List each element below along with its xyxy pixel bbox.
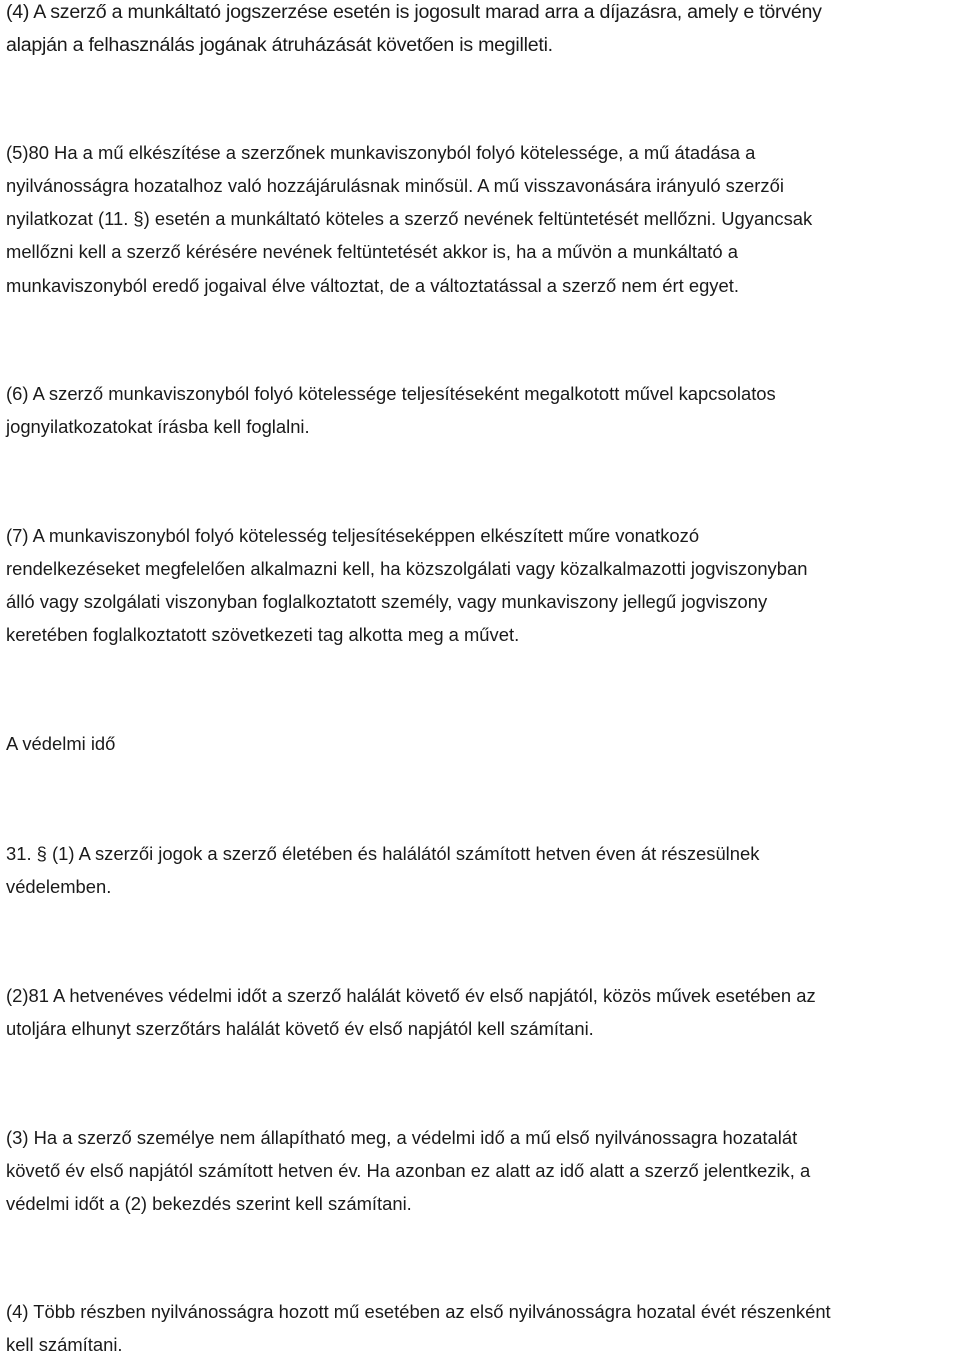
paragraph-4-line-1: (4) A szerző a munkáltató jogszerzése esetén is jogosult marad arra a díjazásra, amely e törvény <box>6 1 822 23</box>
paragraph-4-line-2: alapján a felhasználás jogának átruházását követően is megilleti. <box>6 34 553 56</box>
paragraph-31-2-line-2: utoljára elhunyt szerzőtárs halálát követő év első napjától kell számítani. <box>6 1018 594 1039</box>
paragraph-5-line-4: mellőzni kell a szerző kérésére nevének feltüntetését akkor is, ha a művön a munkáltató a <box>6 241 738 262</box>
paragraph-5-line-3: nyilatkozat (11. §) esetén a munkáltató köteles a szerző nevének feltüntetését mellőzni. Ugyancsak <box>6 208 813 229</box>
paragraph-31-2-line-1: (2)81 A hetvenéves védelmi időt a szerző halálát követő év első napjától, közös művek esetében az <box>6 985 816 1006</box>
paragraph-7-line-1: (7) A munkaviszonyból folyó kötelesség teljesítéseképpen elkészített műre vonatkozó <box>6 525 700 546</box>
paragraph-7-line-3: álló vagy szolgálati viszonyban foglalkoztatott személy, vagy munkaviszony jellegű jogviszony <box>6 591 768 612</box>
paragraph-5-line-5: munkaviszonyból eredő jogaival élve változtat, de a változtatással a szerző nem ért egyet. <box>6 275 739 296</box>
paragraph-31-4-line-2: kell számítani. <box>6 1334 123 1355</box>
paragraph-5-line-1: (5)80 Ha a mű elkészítése a szerzőnek munkaviszonyból folyó kötelessége, a mű átadása a <box>6 142 756 163</box>
paragraph-6-line-1: (6) A szerző munkaviszonyból folyó kötelessége teljesítéseként megalkotott művel kapcsolatos <box>6 383 776 404</box>
section-heading: A védelmi idő <box>6 733 116 754</box>
paragraph-31-4-line-1: (4) Több részben nyilvánosságra hozott mű esetében az első nyilvánosságra hozatal évét részenként <box>6 1301 831 1322</box>
paragraph-7-line-4: keretében foglalkoztatott szövetkezeti tag alkotta meg a művet. <box>6 624 520 645</box>
paragraph-7-line-2: rendelkezéseket megfelelően alkalmazni kell, ha közszolgálati vagy közalkalmazotti jogviszonyban <box>6 558 808 579</box>
paragraph-6-line-2: jognyilatkozatokat írásba kell foglalni. <box>6 416 310 437</box>
paragraph-31-3-line-3: védelmi időt a (2) bekezdés szerint kell számítani. <box>6 1193 412 1214</box>
paragraph-31-3-line-2: követő év első napjától számított hetven év. Ha azonban ez alatt az idő alatt a szerző jelentkezik, a <box>6 1160 811 1181</box>
paragraph-31-1-line-1: 31. § (1) A szerzői jogok a szerző életében és halálától számított hetven éven át részesülnek <box>6 843 760 864</box>
paragraph-31-1-line-2: védelemben. <box>6 876 112 897</box>
paragraph-5-line-2: nyilvánosságra hozatalhoz való hozzájárulásnak minősül. A mű visszavonására irányuló szerzői <box>6 175 784 196</box>
paragraph-31-3-line-1: (3) Ha a szerző személye nem állapítható meg, a védelmi idő a mű első nyilvánossagra hozatalát <box>6 1127 798 1148</box>
